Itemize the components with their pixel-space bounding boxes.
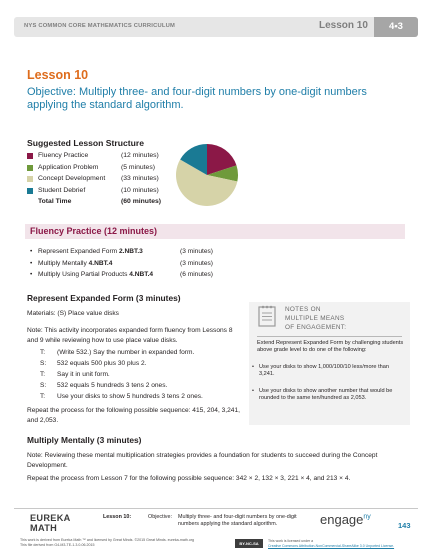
- fluency-item-label: [38, 271, 153, 278]
- concept-swatch: [27, 176, 33, 182]
- lesson-structure-pie: [175, 143, 239, 207]
- notes-bullet: • Use your disks to show another number that would be rounded to the same ten/hundred as 2,053.: [259, 388, 399, 403]
- speaker: T:: [40, 393, 46, 400]
- dialogue-text: Use your disks to show 5 hundreds 3 tens 2 ones.: [57, 393, 203, 400]
- engage-sup: ny: [363, 513, 371, 521]
- divider: [257, 336, 402, 337]
- note-text: Note: Reviewing these mental multiplication strategies provides a foundation for students to succeed during the Concept Development.: [27, 452, 378, 469]
- speaker: S:: [40, 382, 47, 389]
- footer-objective-label: Objective:: [148, 514, 172, 520]
- section-heading: Represent Expanded Form (3 minutes): [27, 293, 181, 303]
- footer-fine-print: This work is derived from Eureka Math ™ and licensed by Great Minds. ©2015 Great Minds. eureka-math.org: [20, 538, 195, 542]
- bullet-icon: •: [30, 248, 33, 255]
- notes-bullet: • Use your disks to show 1,000/100/10 less/more than 3,241.: [259, 364, 399, 379]
- dialogue-text: 532 equals 500 plus 30 plus 2.: [57, 360, 147, 367]
- structure-label: Student Debrief: [38, 186, 86, 194]
- header-lesson: Lesson 10: [319, 20, 368, 31]
- notes-title-line: NOTES ON: [285, 306, 321, 313]
- section-heading: Multiply Mentally (3 minutes): [27, 435, 142, 445]
- engage-text: engage: [320, 512, 364, 527]
- fluency-standard: 4.NBT.4: [129, 271, 154, 278]
- notepad-icon: [257, 305, 277, 327]
- structure-label: Concept Development: [38, 175, 106, 182]
- footer-fine-print: This file derived from G4-M3-TE-1.3.0-06.2015: [20, 543, 95, 547]
- notes-title-line: MULTIPLE MEANS: [285, 315, 345, 322]
- structure-minutes: (12 minutes): [121, 152, 159, 159]
- fluency-item-label: [38, 248, 143, 255]
- lesson-title: Lesson 10: [27, 68, 89, 82]
- fluency-activity: Multiply Mentally: [38, 259, 87, 267]
- fluency-activity: Multiply Using Partial Products: [38, 271, 128, 278]
- footer-divider: [14, 508, 418, 509]
- license-link[interactable]: Creative Commons Attribution-NonCommercial-ShareAlike 3.0 Unported License.: [268, 543, 395, 548]
- fluency-activity: Represent Expanded Form: [38, 248, 118, 255]
- speaker: T:: [40, 371, 46, 378]
- footer-lesson: Lesson 10:: [103, 514, 132, 520]
- fluency-standard: 2.NBT.3: [119, 248, 143, 255]
- notes-title: [285, 305, 346, 332]
- fluency-heading-bar: [25, 224, 405, 239]
- logo-line: EUREKA: [30, 513, 71, 523]
- speaker: S:: [40, 360, 47, 367]
- speaker: T:: [40, 349, 46, 356]
- total-label: Total Time: [38, 198, 72, 205]
- grade-module-badge: 4•3: [374, 17, 418, 37]
- note-text: Note: This activity incorporates expanded form fluency from Lessons 8 and 9 while reviewing how to use place value disks.: [27, 327, 233, 344]
- notes-box: [249, 302, 410, 425]
- structure-label: Fluency Practice: [38, 152, 89, 159]
- license-text: [268, 539, 418, 548]
- license-link-line: [268, 544, 418, 549]
- page-number: 143: [398, 521, 411, 530]
- bullet-icon: •: [30, 259, 33, 267]
- notes-intro: Extend Represent Expanded Form by challenging students above grade level to do one of the following:: [257, 340, 404, 354]
- license-line: This work is licensed under a: [268, 539, 314, 543]
- structure-minutes: (10 minutes): [121, 186, 159, 194]
- fluency-swatch: [27, 153, 33, 159]
- eureka-math-logo: [30, 513, 71, 533]
- fluency-item-label: [38, 260, 112, 267]
- fluency-standard: 4.NBT.4: [88, 259, 113, 267]
- debrief-swatch: [27, 188, 33, 194]
- lesson-objective: Objective: Multiply three- and four-digit numbers by one-digit numbers applying the standard algorithm.: [27, 86, 367, 111]
- repeat-text: Repeat the process from Lesson 7 for the following possible sequence: 342 × 2, 132 × 3, 221 × 4, and 213 × 4.: [27, 475, 351, 482]
- footer-objective: Multiply three- and four-digit numbers by one-digit numbers applying the standard algorithm.: [178, 514, 297, 527]
- fluency-minutes: (6 minutes): [180, 271, 213, 278]
- cc-license-badge: BY-NC-SA: [235, 539, 263, 548]
- fluency-minutes: (3 minutes): [180, 259, 213, 267]
- page-header: [14, 17, 418, 37]
- fluency-minutes: (3 minutes): [180, 248, 213, 255]
- structure-label: Application Problem: [38, 163, 99, 171]
- repeat-text: Repeat the process for the following possible sequence: 415, 204, 3,241, and 2,053.: [27, 407, 240, 424]
- curriculum-name: NYS COMMON CORE MATHEMATICS CURRICULUM: [24, 23, 176, 29]
- notes-title-line: OF ENGAGEMENT:: [285, 324, 347, 331]
- structure-minutes: (33 minutes): [121, 175, 159, 182]
- application-swatch: [27, 165, 33, 171]
- fluency-heading: Fluency Practice (12 minutes): [30, 226, 158, 236]
- materials-text: Materials: (S) Place value disks: [27, 310, 119, 317]
- structure-heading: Suggested Lesson Structure: [27, 138, 144, 148]
- structure-minutes: (5 minutes): [121, 163, 155, 171]
- engageny-logo: [320, 512, 371, 527]
- dialogue-text: (Write 532.) Say the number in expanded form.: [57, 349, 195, 356]
- dialogue-text: Say it in unit form.: [57, 371, 110, 378]
- bullet-icon: •: [30, 271, 33, 278]
- logo-line: MATH: [30, 523, 58, 533]
- total-minutes: (60 minutes): [121, 198, 162, 205]
- dialogue-text: 532 equals 5 hundreds 3 tens 2 ones.: [57, 382, 168, 389]
